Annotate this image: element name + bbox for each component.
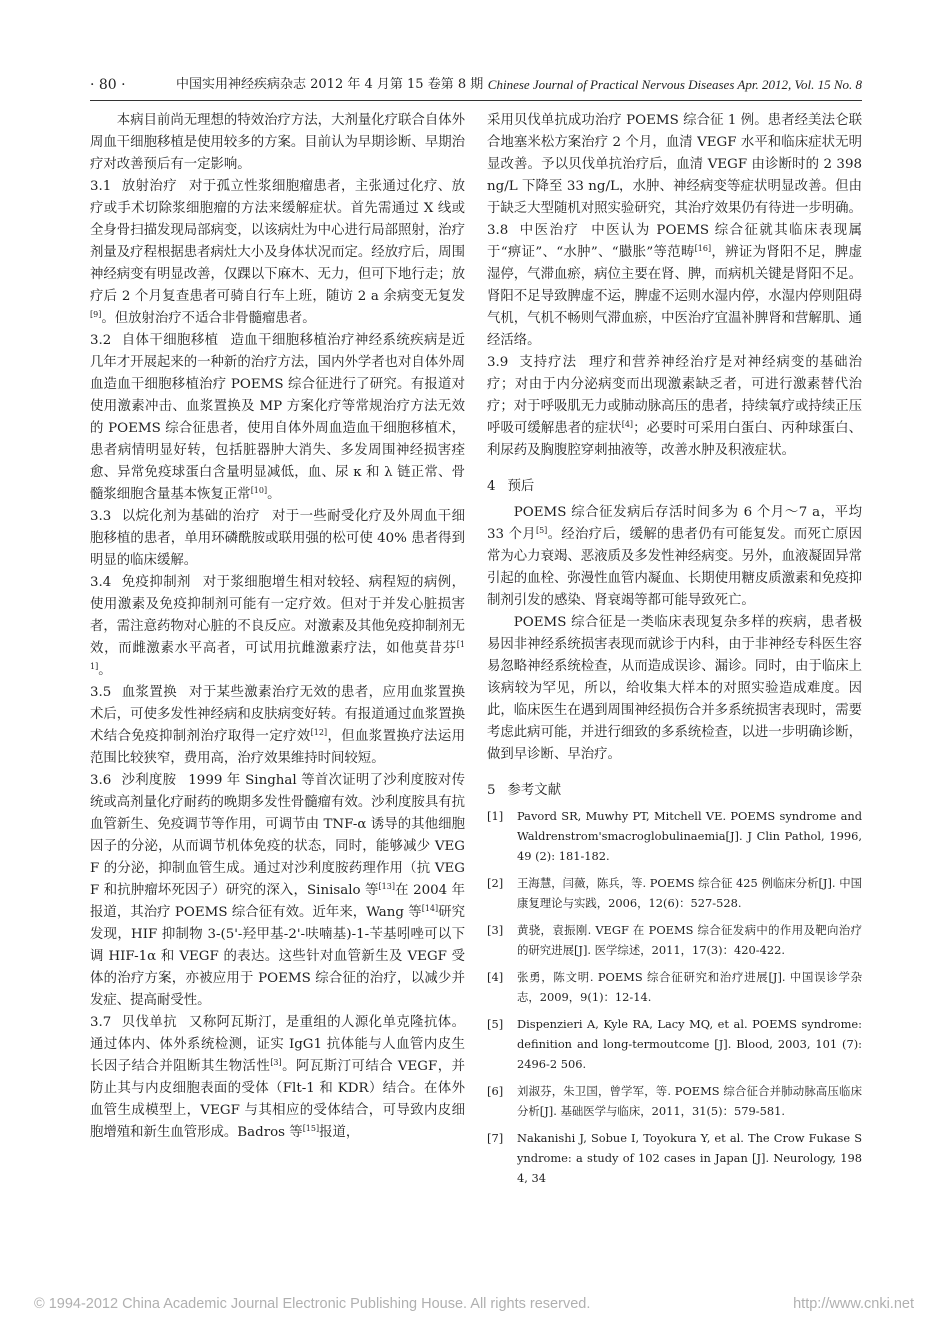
reference-text: Pavord SR, Muwhy PT, Mitchell VE. POEMS syndrome and Waldrenstrom'smacroglobulinaemia[J]. J Clin Pathol, 1996, 49 (2): 181-182. xyxy=(517,809,862,863)
paragraph-text: POEMS 综合征发病后存活时间多为 6 个月～7 a，平均 33 个月 xyxy=(487,505,862,542)
section-text: 在 2004 年报道，其治疗 POEMS 综合征有效。近年来，Wang 等 xyxy=(90,883,465,920)
prognosis-paragraph-2: POEMS 综合征是一类临床表现复杂多样的疾病，患者极易因非神经系统损害表现而就诊于内科，由于非神经专科医生容易忽略神经系统检查，从而造成误诊、漏诊。同时，由于临床上该病较为罕见，所以，给收集大样本的对照实验造成难度。因此，临床医生在遇到周围神经损伤合并多系统损害表现时，需要考虑此病可能，并进行细致的多系统检查，以进一步明确诊断，做到早诊断、早治疗。 xyxy=(487,615,862,762)
section-title: 中医治疗 xyxy=(518,223,580,238)
citation: [11] xyxy=(90,640,465,671)
section-text: 理疗和营养神经治疗是对神经病变的基础治疗；对由于内分泌病变而出现激素缺乏者，可进行激素替代治疗；对于呼吸肌无力或肺动脉高压的患者，持续氧疗或持续正压呼吸可缓解患者的症状 xyxy=(487,355,862,436)
section-title: 支持疗法 xyxy=(518,355,578,370)
section-text: 。但放射治疗不适合非骨髓瘤患者。 xyxy=(101,311,316,326)
reference-number: [5] xyxy=(487,1017,504,1031)
reference-item xyxy=(487,1081,862,1121)
citation: [15] xyxy=(302,1124,320,1133)
reference-text: 王海慧，闫薇，陈兵，等. POEMS 综合征 425 例临床分析[J]. 中国康复理论与实践，2006，12(6)：527-528. xyxy=(517,876,862,910)
section-number: 3.8 xyxy=(487,223,509,238)
section-number: 3.9 xyxy=(487,355,509,370)
citation: [13] xyxy=(378,882,395,891)
citation: [9] xyxy=(90,310,102,319)
citation: [12] xyxy=(310,728,328,737)
section-title: 贝伐单抗 xyxy=(121,1015,178,1030)
section-text: 。 xyxy=(267,487,281,502)
section-title: 预后 xyxy=(507,479,535,494)
section-number: 3.5 xyxy=(90,685,112,700)
left-column xyxy=(90,110,465,1144)
section-3-3 xyxy=(90,506,465,572)
reference-item xyxy=(487,1014,862,1074)
continued-paragraph: 采用贝伐单抗成功治疗 POEMS 综合征 1 例。患者经美法仑联合地塞米松方案治疗 2 个月，血清 VEGF 水平和临床症状无明显改善。予以贝伐单抗治疗后，血清 VEGF 由诊断时的 2 398 ng/L 下降至 33 ng/L，水肿、神经病变等症状明显改善。但由于缺乏大型随机对照实验研究，其治疗效果仍有待进一步明确。 xyxy=(487,113,862,216)
page-number: · 80 · xyxy=(90,77,126,93)
section-title: 沙利度胺 xyxy=(121,773,177,788)
section-text: 。阿瓦斯汀可结合 VEGF，并防止其与内皮细胞表面的受体（Flt-1 和 KDR）结合。在体外血管生成模型上，VEGF 与其相应的受体结合，可导致内皮细胞增殖和新生血管形成。Badros 等 xyxy=(90,1059,465,1140)
section-number: 5 xyxy=(487,783,496,798)
section-text: 研究发现，HIF 抑制物 3-(5'-羟甲基-2'-呋喃基)-1-苄基吲唑可以下调 HIF-1α 和 VEGF 的表达。这些针对血管新生及 VEGF 受体的治疗方案，亦被应用于 POEMS 综合征的治疗，以减少并发症、提高耐受性。 xyxy=(90,905,465,1008)
footer-url: http://www.cnki.net xyxy=(793,1296,914,1312)
intro-paragraph: 本病目前尚无理想的特效治疗方法，大剂量化疗联合自体外周血干细胞移植是使用较多的方案。目前认为早期诊断、早期治疗对改善预后有一定影响。 xyxy=(90,113,465,172)
section-5-heading xyxy=(487,780,862,802)
reference-number: [4] xyxy=(487,970,504,984)
section-3-6 xyxy=(90,770,465,1012)
section-title: 免疫抑制剂 xyxy=(121,575,191,590)
reference-text: 刘淑芬，朱卫国，曾学军，等. POEMS 综合征合并肺动脉高压临床分析[J]. 基础医学与临床，2011，31(5)：579-581. xyxy=(517,1084,862,1118)
section-title: 血浆置换 xyxy=(121,685,178,700)
section-text: 报道， xyxy=(319,1125,360,1140)
section-number: 3.6 xyxy=(90,773,112,788)
section-text: 对于一些耐受化疗及外周血干细胞移植的患者，单用环磷酰胺或联用强的松可使 40% 患者得到明显的临床缓解。 xyxy=(90,509,465,568)
section-title: 参考文献 xyxy=(507,783,562,798)
reference-item xyxy=(487,920,862,960)
section-number: 3.1 xyxy=(90,179,112,194)
section-3-2 xyxy=(90,330,465,506)
citation: [10] xyxy=(250,486,268,495)
section-4-heading xyxy=(487,476,862,498)
section-text: 造血干细胞移植治疗神经系统疾病是近几年才开展起来的一种新的治疗方法，国内外学者也对自体外周血造血干细胞移植治疗 POEMS 综合征进行了研究。有报道对使用激素冲击、血浆置换及 MP 方案化疗等常规治疗方法无效的 POEMS 综合征患者，使用自体外周血造血干细胞移植术，患者病情明显好转，包括脏器肿大消失、多发周围神经损害痊愈、异常免疫球蛋白含量明显减低，血、尿 κ 和 λ 链正常、骨髓浆细胞含量基本恢复正常 xyxy=(90,333,466,502)
reference-text: 张勇，陈文明. POEMS 综合征研究和治疗进展[J]. 中国误诊学杂志，2009，9(1)：12-14. xyxy=(517,970,862,1004)
reference-number: [6] xyxy=(487,1084,504,1098)
section-text: ，但血浆置换疗法运用范围比较狭窄，费用高，治疗效果维持时间较短。 xyxy=(90,729,466,766)
copyright-footer xyxy=(34,1296,914,1312)
reference-item xyxy=(487,1128,862,1188)
section-text: ；必要时可采用白蛋白、丙种球蛋白、利尿药及胸腹腔穿刺抽液等，改善水肿及积液症状。 xyxy=(487,421,863,458)
reference-item xyxy=(487,806,862,866)
citation: [14] xyxy=(421,904,439,913)
paragraph-text: 。经治疗后，缓解的患者仍有可能复发。而死亡原因常为心力衰竭、恶液质及多发性神经病变。另外，血液凝固异常引起的血栓、弥漫性血管内凝血、长期使用糖皮质激素和免疫抑制剂引发的感染、肾衰竭等都可能导致死亡。 xyxy=(487,527,862,608)
section-text: 。 xyxy=(98,663,112,678)
reference-text: Dispenzieri A, Kyle RA, Lacy MQ, et al. POEMS syndrome: definition and long-termoutcome [J]. Blood, 2003, 101 (7): 2496-2 506. xyxy=(517,1017,862,1071)
section-number: 3.2 xyxy=(90,333,112,348)
section-3-4 xyxy=(90,572,465,682)
reference-list xyxy=(487,806,862,1188)
section-number: 3.4 xyxy=(90,575,112,590)
right-column xyxy=(487,110,862,1195)
reference-text: Nakanishi J, Sobue I, Toyokura Y, et al. The Crow Fukase Syndrome: a study of 102 cases in Japan [J]. Neurology, 1984, 34 xyxy=(517,1131,862,1185)
section-3-8 xyxy=(487,220,862,352)
reference-number: [1] xyxy=(487,809,504,823)
section-text: 又称阿瓦斯汀，是重组的人源化单克隆抗体。通过体内、体外系统检测，证实 IgG1 抗体能与人血管内皮生长因子结合并阻断其生物活性 xyxy=(90,1015,466,1074)
section-number: 3.3 xyxy=(90,509,112,524)
citation: [5] xyxy=(535,526,548,535)
section-number: 4 xyxy=(487,479,496,494)
citation: [4] xyxy=(621,420,634,429)
journal-title-cn: 中国实用神经疾病杂志 2012 年 4 月第 15 卷第 8 期 xyxy=(176,77,484,92)
section-text: 对于孤立性浆细胞瘤患者，主张通过化疗、放疗或手术切除浆细胞瘤的方法来缓解症状。首先需通过 X 线或全身骨扫描发现局部病变，以该病灶为中心进行局部照射，治疗剂量及疗程根据患者病灶大小及身体状况而定。经放疗后，周围神经病变有明显改善，仅踝以下麻木、无力，但可下地行走；放疗后 2 个月复查患者可骑自行车上班，随访 2 a 余病变无复发 xyxy=(90,179,466,304)
section-3-5 xyxy=(90,682,465,770)
reference-item xyxy=(487,873,862,913)
reference-text: 黄骁，袁振刚. VEGF 在 POEMS 综合征发病中的作用及靶向治疗的研究进展[J]. 医学综述，2011，17(3)：420-422. xyxy=(517,923,862,957)
copyright-text: © 1994-2012 China Academic Journal Electronic Publishing House. All rights reserved. xyxy=(34,1296,591,1312)
running-header xyxy=(90,74,862,101)
section-title: 放射治疗 xyxy=(121,179,178,194)
section-3-1 xyxy=(90,176,465,330)
section-number: 3.7 xyxy=(90,1015,112,1030)
section-title: 以烷化剂为基础的治疗 xyxy=(121,509,260,524)
reference-item xyxy=(487,967,862,1007)
section-text: 对于某些激素治疗无效的患者，应用血浆置换术后，可使多发性神经病和皮肤病变好转。有报道通过血浆置换术结合免疫抑制剂治疗取得一定疗效 xyxy=(90,685,466,744)
reference-number: [7] xyxy=(487,1131,504,1145)
section-text: 1999 年 Singhal 等首次证明了沙利度胺对传统或高剂量化疗耐药的晚期多发性骨髓瘤有效。沙利度胺具有抗血管新生、免疫调节等作用，可调节由 TNF-α 诱导的其他细胞因子的分泌，从而调节机体免疫的状态，同时，能够减少 VEGF 的分泌，抑制血管生成。通过对沙利度胺药理作用（抗 VEGF 和抗肿瘤坏死因子）研究的深入，Sinisalo 等 xyxy=(90,773,466,898)
section-text: 中医认为 POEMS 综合征就其临床表现属于“痹证”、“水肿”、“臌胀”等范畴 xyxy=(487,223,862,260)
section-text: ，辨证为肾阳不足，脾虚湿停，气滞血瘀，病位主要在肾、脾，而病机关键是肾阳不足。肾阳不足导致脾虚不运，脾虚不运则水湿内停，水湿内停则阻碍气机，气机不畅则气滞血瘀，中医治疗宜温补脾肾和营解肌、通经活络。 xyxy=(487,245,862,348)
reference-number: [3] xyxy=(487,923,504,937)
section-3-7 xyxy=(90,1012,465,1144)
prognosis-paragraph-1 xyxy=(487,502,862,612)
section-title: 自体干细胞移植 xyxy=(121,333,219,348)
section-text: 对于浆细胞增生相对较轻、病程短的病例，使用激素及免疫抑制剂可能有一定疗效。但对于并发心脏损害者，需注意药物对心脏的不良反应。对激素及其他免疫抑制剂无效，而雌激素水平高者，可试用抗雌激素疗法，如他莫昔芬 xyxy=(90,575,466,656)
citation: [16] xyxy=(694,244,712,253)
section-3-9 xyxy=(487,352,862,462)
journal-title-en: Chinese Journal of Practical Nervous Diseases Apr. 2012, Vol. 15 No. 8 xyxy=(487,77,862,92)
citation: [3] xyxy=(270,1058,282,1067)
reference-number: [2] xyxy=(487,876,504,890)
